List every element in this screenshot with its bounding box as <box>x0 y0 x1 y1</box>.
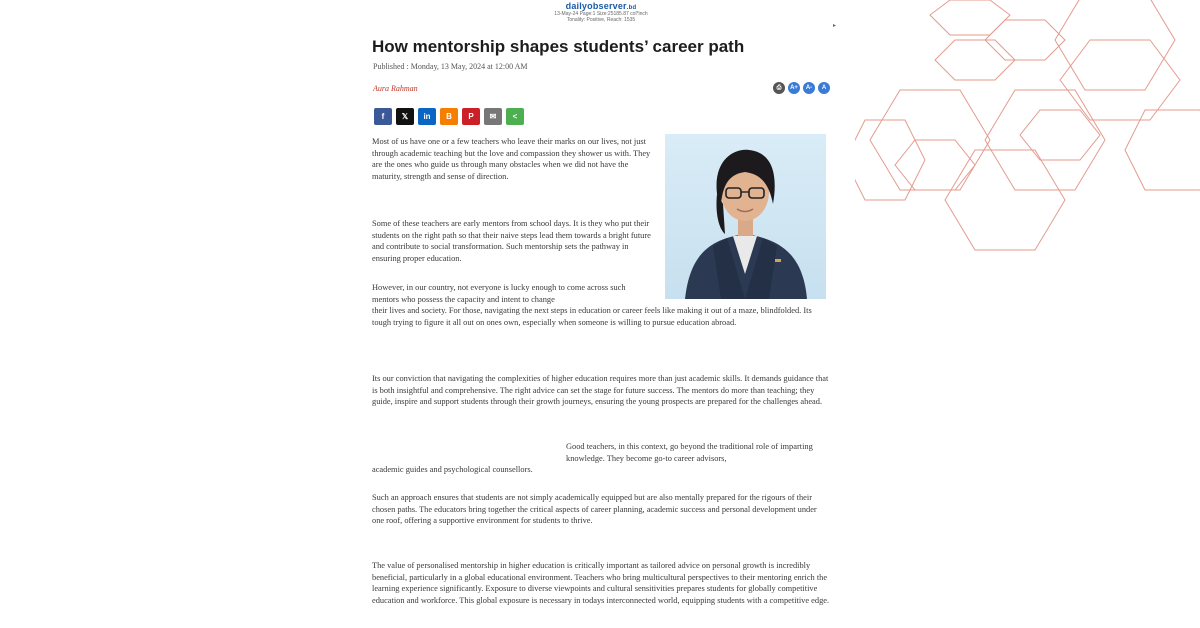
published-date: Published : Monday, 13 May, 2024 at 12:00 AM <box>373 62 528 71</box>
author-photo <box>665 134 826 299</box>
blogger-share-button[interactable] <box>440 108 458 125</box>
paragraph-5-continued: academic guides and psychological counsellors. <box>372 465 533 474</box>
hexagon-pattern-decoration <box>855 0 1200 260</box>
masthead <box>362 0 840 23</box>
blogger-icon: B <box>446 112 452 121</box>
font-tools <box>773 82 830 94</box>
font-decrease-button[interactable] <box>803 82 815 94</box>
paragraph-2: Some of these teachers are early mentors from school days. It is they who put their students on the right path so that their naive steps lead them towards a bright future and contribute to social transformation. Such mentorship sets the pathway in ensuring proper education. <box>372 219 651 263</box>
paragraph-6: Such an approach ensures that students are not simply academically equipped but are also mentally prepared for the rigours of their chosen paths. The educators bring together the critical aspects of career planning, academic success and personal development under one roof, offering a supportive environment for students to thrive. <box>372 493 817 526</box>
print-button[interactable] <box>773 82 785 94</box>
newspaper-clipping <box>362 0 840 628</box>
facebook-share-button[interactable] <box>374 108 392 125</box>
font-increase-button[interactable] <box>788 82 800 94</box>
paragraph-7: The value of personalised mentorship in higher education is critically important as tailored advice on personal growth is incredibly beneficial, particularly in a global educational environment. Teachers who bring multicultural perspectives to their mentoring enrich the learning experience significantly. Exposure to diverse viewpoints and cultural sensitivities prepares students for globally competitive education and workforce. This global exposure is necessary in todays interconnected world, equipping students with a competitive edge. <box>372 561 830 605</box>
font-increase-icon: A+ <box>790 85 798 91</box>
pinterest-icon: P <box>468 112 474 121</box>
font-decrease-icon: A- <box>805 85 813 91</box>
corner-mark-icon: ▸ <box>832 23 836 29</box>
paragraph-4: Its our conviction that navigating the complexities of higher education requires more than just academic skills. It demands guidance that is both insightful and comprehensive. The right advice can set the stage for future success. The mentors do more than teaching; they guide, inspire and support students through their growth journeys, ensuring the young prospects are prepared for the challenges ahead. <box>372 374 829 407</box>
font-reset-icon: A <box>821 85 827 91</box>
share-bar <box>374 108 524 125</box>
clipping-meta-line-1: 13-May-24 Page:1 Size:25185.87 col*inch <box>554 11 648 17</box>
email-share-button[interactable] <box>484 108 502 125</box>
publication-logo: dailyobserver.bd <box>565 1 637 11</box>
portrait-illustration <box>665 134 826 299</box>
email-icon: ✉ <box>489 112 497 121</box>
author-name[interactable]: Aura Rahman <box>373 84 418 93</box>
share-icon: < <box>512 112 518 121</box>
print-icon: ⎙ <box>776 84 782 91</box>
paragraph-3-continued: their lives and society. For those, navigating the next steps in education or career feels like making it out of a maze, blindfolded. Its tough trying to figure it all out on ones own, especially when someone is willing to pursue education abroad. <box>372 306 812 327</box>
clipping-meta-line-2: Tonality: Positive, Reach: 1535 <box>566 17 636 23</box>
facebook-icon: f <box>381 112 385 121</box>
article-title: How mentorship shapes students’ career path <box>372 37 745 56</box>
pinterest-share-button[interactable] <box>462 108 480 125</box>
paragraph-5: Good teachers, in this context, go beyond the traditional role of imparting knowledge. They become go-to career advisors, <box>566 442 813 463</box>
x-icon: 𝕏 <box>401 112 409 121</box>
x-share-button[interactable] <box>396 108 414 125</box>
linkedin-icon: in <box>423 112 431 121</box>
paragraph-3: However, in our country, not everyone is lucky enough to come across such mentors who possess the capacity and intent to change <box>372 283 626 304</box>
share-share-button[interactable] <box>506 108 524 125</box>
paragraph-1: Most of us have one or a few teachers who leave their marks on our lives, not just through academic teaching but the love and compassion they shower us with. They are the ones who guide us through many obstacles when we did not have the maturity, strength and sense of direction. <box>372 137 651 181</box>
font-reset-button[interactable] <box>818 82 830 94</box>
linkedin-share-button[interactable] <box>418 108 436 125</box>
